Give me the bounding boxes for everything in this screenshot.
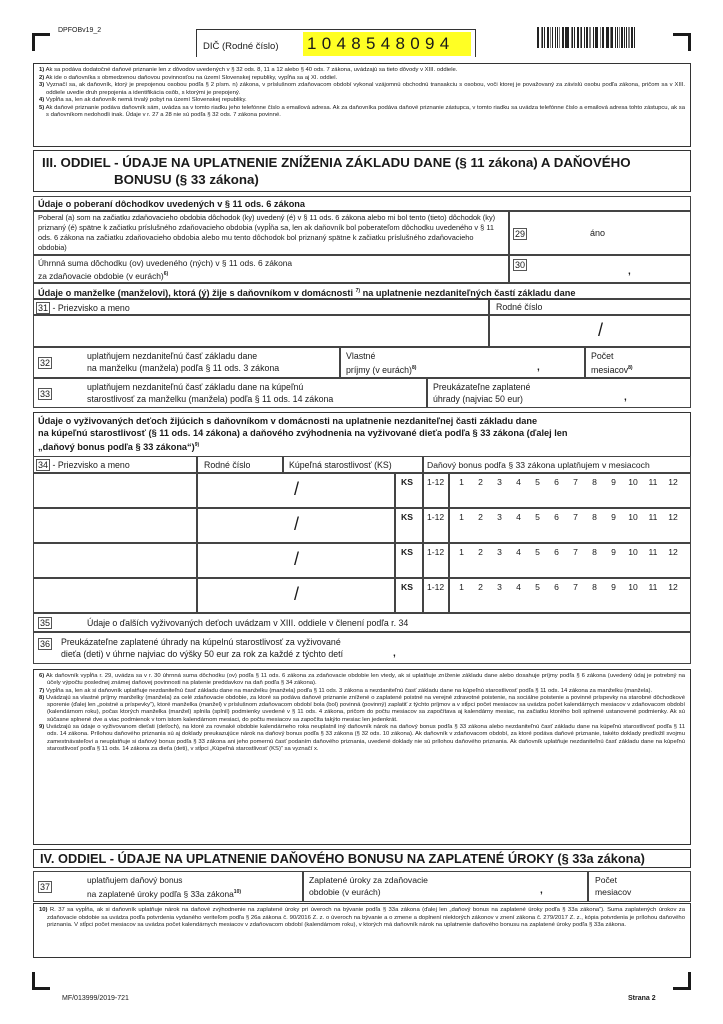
footnotes-middle <box>33 669 691 845</box>
row29-number: 29 <box>515 229 526 239</box>
footnotes-bottom <box>33 903 691 958</box>
barcode-bar <box>606 27 608 48</box>
barcode-bar <box>611 27 613 48</box>
month-checkbox[interactable]: 3 <box>497 582 502 592</box>
row32-income-label-2: príjmy (v eurách) <box>346 364 412 375</box>
month-checkbox[interactable]: 4 <box>516 582 521 592</box>
month-checkbox[interactable]: 5 <box>535 512 540 522</box>
child-ks-checkbox[interactable] <box>395 543 423 578</box>
row37-label-line1: uplatňujem daňový bonus <box>87 875 183 885</box>
ks-label: KS <box>401 582 413 592</box>
footnote <box>39 673 685 688</box>
month-checkbox[interactable]: 2 <box>478 547 483 557</box>
row32-number: 32 <box>40 358 51 368</box>
month-checkbox[interactable]: 1 <box>459 547 464 557</box>
row32-label-line1: uplatňujem nezdaniteľnú časť základu dane <box>87 351 258 361</box>
barcode-bar <box>615 27 616 48</box>
row33-label-line2: starostlivosť za manželku (manžela) podľa § 11 ods. 14 zákona <box>87 393 334 404</box>
month-checkbox[interactable]: 1 <box>459 512 464 522</box>
row35-text: Údaje o ďalších vyživovaných deťoch uvádzam v XIII. oddiele v členení podľa r. 34 <box>87 618 409 628</box>
dic-label: DIČ (Rodné číslo) <box>203 41 279 52</box>
footnote <box>39 75 685 83</box>
child-name-field[interactable] <box>33 473 197 508</box>
barcode-bar <box>547 27 549 48</box>
barcode-icon <box>537 27 637 48</box>
month-checkbox[interactable]: 11 <box>648 582 658 592</box>
month-checkbox[interactable]: 9 <box>611 582 616 592</box>
barcode-bar <box>617 27 618 48</box>
row33-paid-label-2: úhrady (najviac 50 eur) <box>433 393 523 404</box>
barcode-bar <box>621 27 623 48</box>
row32-months-field[interactable] <box>585 347 691 378</box>
month-checkbox[interactable]: 11 <box>648 547 658 557</box>
month-checkbox[interactable]: 3 <box>497 547 502 557</box>
footnote-number: 9) <box>39 724 45 731</box>
children-heading <box>38 415 688 453</box>
barcode-bar <box>628 27 630 48</box>
spouse-name-field[interactable] <box>33 315 489 347</box>
barcode-bar <box>600 27 601 48</box>
barcode-bar <box>584 27 585 48</box>
barcode-bar <box>589 27 591 48</box>
barcode-bar <box>544 27 545 48</box>
footnote-number: 2) <box>39 74 45 81</box>
month-checkbox[interactable]: 2 <box>478 512 483 522</box>
footnote-text: Ak sa podáva dodatočné daňové priznanie len z dôvodov uvedených v § 32 ods. 8, 11 a 12 alebo § 40 ods. 7 zákona, uvádzajú sa tieto dôvody v XIII. oddiele. <box>45 67 458 73</box>
row36-text-line1: Preukázateľne zaplatené úhrady na kúpelnú starostlivosť za vyživované <box>61 637 341 647</box>
month-checkbox[interactable]: 8 <box>592 582 597 592</box>
footnote-number: 4) <box>39 97 45 103</box>
row34-rc-header: Rodné číslo <box>197 456 283 473</box>
ks-label: KS <box>401 477 413 487</box>
barcode-bar <box>586 27 588 48</box>
spouse-rc-field[interactable] <box>489 315 691 347</box>
barcode-bar <box>619 27 620 48</box>
footnote-number: 5) <box>39 104 45 111</box>
row37-months-field[interactable] <box>588 871 691 902</box>
footnote <box>39 82 685 97</box>
all-months-label: 1-12 <box>427 547 445 557</box>
spouse-heading-footnote-ref: 7) <box>355 288 361 294</box>
form-id: MF/013999/2019-721 <box>62 995 129 1002</box>
child-rc-field[interactable] <box>197 543 395 578</box>
spouse-heading-text: Údaje o manželke (manželovi), ktorá (ý) žije s daňovníkom v domácnosti <box>38 288 354 299</box>
children-heading-line3: „daňový bonus podľa § 33 zákona“) <box>38 442 195 453</box>
row36[interactable] <box>33 632 691 664</box>
row34-ks-header: Kúpeľná starostlivosť (KS) <box>283 456 423 473</box>
footnote-number: 7) <box>39 687 45 694</box>
rc-separator: / <box>294 514 300 534</box>
month-checkbox[interactable]: 1 <box>459 477 464 487</box>
barcode-bar <box>557 27 558 48</box>
row35[interactable] <box>33 613 691 632</box>
barcode-bar <box>574 27 575 48</box>
page-number: Strana 2 <box>628 995 656 1002</box>
row30-label-line2: za zdaňovacie obdobie (v eurách) <box>38 270 164 281</box>
row29-field[interactable] <box>509 211 691 255</box>
row37-label[interactable] <box>33 871 303 902</box>
month-checkbox[interactable]: 10 <box>628 547 638 557</box>
dic-box <box>196 29 476 57</box>
spouse-heading-tail: na uplatnenie nezdaniteľných častí základu dane <box>362 288 576 299</box>
row29-value: áno <box>590 228 606 238</box>
month-checkbox[interactable]: 12 <box>668 582 678 592</box>
rc-separator: / <box>294 549 300 569</box>
row36-decimal-comma: , <box>393 648 396 659</box>
children-heading-line2: na kúpeľnú starostlivosť (§ 11 ods. 14 zákona) a daňového zvýhodnenia na vyživované dieťa podľa § 33 zákona (ďalej len <box>38 428 568 438</box>
children-heading-footnote-ref: 9) <box>194 442 200 448</box>
footnote-number: 6) <box>39 673 45 679</box>
barcode-bar <box>541 27 542 48</box>
child-rc-field[interactable] <box>197 508 395 543</box>
child-all-months-checkbox[interactable] <box>423 578 449 613</box>
form-code: DPFOBv19_2 <box>58 27 102 34</box>
barcode-bar <box>581 27 582 48</box>
all-months-label: 1-12 <box>427 477 445 487</box>
barcode-bar <box>571 27 572 48</box>
row34-number: 34 <box>38 460 49 470</box>
month-checkbox[interactable]: 12 <box>668 547 678 557</box>
footnote-number: 1) <box>39 67 45 73</box>
month-checkbox[interactable]: 9 <box>611 477 616 487</box>
month-checkbox[interactable]: 10 <box>628 582 638 592</box>
row32-label[interactable] <box>33 347 340 378</box>
month-checkbox[interactable]: 12 <box>668 477 678 487</box>
month-checkbox[interactable]: 7 <box>573 582 578 592</box>
month-checkbox[interactable]: 4 <box>516 512 521 522</box>
section-3-title-line1: III. ODDIEL - ÚDAJE NA UPLATNENIE ZNÍŽENIA ZÁKLADU DANE (§ 11 zákona) A DAŇOVÉHO <box>42 155 631 170</box>
child-months-row <box>449 508 691 543</box>
corner-mark-top-left <box>32 33 50 51</box>
barcode-bar <box>565 27 566 48</box>
row30-footnote-ref: 6) <box>163 271 169 277</box>
month-checkbox[interactable]: 11 <box>648 477 658 487</box>
barcode-bar <box>550 27 551 48</box>
month-checkbox[interactable]: 9 <box>611 547 616 557</box>
month-checkbox[interactable]: 7 <box>573 547 578 557</box>
row37-months-label-1: Počet <box>595 875 617 885</box>
child-ks-checkbox[interactable] <box>395 508 423 543</box>
child-all-months-checkbox[interactable] <box>423 543 449 578</box>
month-checkbox[interactable]: 10 <box>628 477 638 487</box>
month-checkbox[interactable]: 5 <box>535 477 540 487</box>
footnote-text: Ak ide o daňovníka s obmedzenou daňovou povinnosťou na území Slovenskej republiky, vypĺňa sa aj XI. oddiel. <box>45 74 338 81</box>
row36-text-line2: dieťa (deti) v úhrne najviac do výšky 50 eur za rok za každé z týchto detí <box>61 649 344 659</box>
footnote <box>39 97 685 105</box>
row30-field[interactable] <box>509 255 691 283</box>
row33-label[interactable] <box>33 378 427 408</box>
section-4-title: IV. ODDIEL - ÚDAJE NA UPLATNENIE DAŇOVÉHO BONUSU NA ZAPLATENÉ ÚROKY (§ 33a zákona) <box>33 849 691 868</box>
row34-name-label: - Priezvisko a meno <box>52 460 130 470</box>
pension-heading: Údaje o poberaní dôchodkov uvedených v § 11 ods. 6 zákona <box>33 196 691 211</box>
row34-bonus-header: Daňový bonus podľa § 33 zákona uplatňujem v mesiacoch <box>423 456 691 473</box>
month-checkbox[interactable]: 3 <box>497 477 502 487</box>
dic-value-field[interactable]: 1048548094 <box>303 32 471 56</box>
row37-months-label-2: mesiacov <box>595 886 632 897</box>
month-checkbox[interactable]: 8 <box>592 547 597 557</box>
row37-decimal-comma: , <box>540 885 543 896</box>
month-checkbox[interactable]: 8 <box>592 512 597 522</box>
barcode-bar <box>577 27 579 48</box>
row35-number: 35 <box>40 618 51 628</box>
barcode-bar <box>603 27 604 48</box>
barcode-bar <box>562 27 564 48</box>
month-checkbox[interactable]: 6 <box>554 547 559 557</box>
row32-months-label-1: Počet <box>591 351 614 361</box>
row30-decimal-comma: , <box>628 266 631 277</box>
barcode-bar <box>580 27 581 48</box>
month-checkbox[interactable]: 6 <box>554 477 559 487</box>
footnote-text: Uvádzajú sa údaje o vyživovanom dieťati (deťoch), na ktoré za rovnaké obdobie kalendárneho roka neuplatnil iný daňovník nárok na daňový bonus podľa § 33 zákona alebo nezdaniteľnú časť základu dane na kúpeľnú starostlivosť podľa § 11 ods. 14 zákona. Prílohou daňového priznania sú aj doklady preukazujúce nárok na daňový bonus podľa § 33 zákona (§ 32 ods. 10 zákona). Ak daňovník v zdaňovacom období, za ktoré podáva daňové priznanie, takéto doklady predložil svojmu zamestnávateľovi a neuplatňuje si daňový bonus podľa § 33 zákona ani jeho pomernú časť podaním daňového priznania, uvedené doklady nie sú prílohou daňového priznania. Ak daňovník uplatňuje nezdaniteľnú časť základu dane na kúpeľnú starostlivosť podľa § 11 ods. 14 zákona za dieťa (deti), v stĺpci „Kúpeľná starostlivosť (KS)“ sa vyznačí x. <box>46 724 686 752</box>
child-ks-checkbox[interactable] <box>395 473 423 508</box>
footnote-text: R. 37 sa vypĺňa, ak si daňovník uplatňuje nárok na daňové zvýhodnenie na zaplatené úroky pri úveroch na bývanie podľa § 33a zákona (ďalej len „daňový bonus na zaplatené úroky podľa § 33a zákona“). Suma zaplatených úrokov za zdaňovacie obdobie sa uvádza podľa potvrdenia vydaného veriteľom podľa § 26a zákona č. 90/2016 Z. z. o úveroch na bývanie a o zmene a doplnení niektorých zákonov v znení zákona č. 279/2017 Z. z., kópia potvrdenia je prílohou daňového priznania. V stĺpci počet mesiacov sa uvádza počet kalendárnych mesiacov v zdaňovacom období (kalendárnom roku), v ktorých má daňovník nárok na uplatnenie daňového bonusu na zaplatené úroky podľa § 33a zákona. <box>47 907 686 928</box>
month-checkbox[interactable]: 2 <box>478 582 483 592</box>
child-ks-checkbox[interactable] <box>395 578 423 613</box>
child-months-row <box>449 578 691 613</box>
month-checkbox[interactable]: 11 <box>648 512 658 522</box>
barcode-bar <box>631 27 633 48</box>
barcode-bar <box>572 27 573 48</box>
footnote-number: 3) <box>39 82 45 88</box>
barcode-bar <box>555 27 557 48</box>
row37-interest-label-2: obdobie (v eurách) <box>309 886 381 897</box>
footnote <box>39 907 685 930</box>
row33-decimal-comma: , <box>624 392 627 403</box>
month-checkbox[interactable]: 2 <box>478 477 483 487</box>
row32-income-footnote-ref: 8) <box>412 364 417 371</box>
row31-name-label: - Priezvisko a meno <box>52 303 130 313</box>
barcode-bar <box>610 27 611 48</box>
row34-name-header <box>33 456 197 473</box>
row32-months-footnote-ref: 8) <box>628 364 633 371</box>
footnote-text: Vypĺňa sa, len ak si daňovník uplatňuje nezdaniteľnú časť základu dane na manželku (manžela) podľa § 11 ods. 3 zákona a nezdaniteľnú časť základu dane na kúpeľnú starostlivosť podľa § 11 ods. 14 zákona za manželku (manžela). <box>45 687 653 694</box>
ks-label: KS <box>401 547 413 557</box>
footnote-text: Ak daňové priznanie podáva daňovník sám, uvádza sa v tomto riadku jeho telefónne číslo a emailová adresa. Ak za daňovníka podáva daňové priznanie zástupca, v tomto riadku sa uvádza telefónne číslo a emailová adresa tohto zástupcu, ak sa s daňovníkom nedohodli inak. Údaje v r. 27 a 28 nie sú podľa § 32 ods. 7 zákona povinné. <box>45 104 685 118</box>
row30-label-line1: Úhrnná suma dôchodku (ov) uvedeného (ných) v § 11 ods. 6 zákona <box>38 258 293 268</box>
month-checkbox[interactable]: 4 <box>516 477 521 487</box>
barcode-bar <box>595 27 596 48</box>
rc-separator: / <box>598 320 604 340</box>
barcode-bar <box>634 27 635 48</box>
barcode-bar <box>593 27 594 48</box>
month-checkbox[interactable]: 6 <box>554 512 559 522</box>
barcode-bar <box>624 27 625 48</box>
row31-number: 31 <box>38 303 49 313</box>
footnote <box>39 105 685 120</box>
rc-separator: / <box>294 584 300 604</box>
row32-income-label-1: Vlastné <box>346 351 376 361</box>
footnote-text: Vypĺňa sa, len ak daňovník nemá trvalý pobyt na území Slovenskej republiky. <box>45 97 247 103</box>
section-3-title-line2: BONUSU (§ 33 zákona) <box>114 172 259 187</box>
child-rc-field[interactable] <box>197 578 395 613</box>
barcode-bar <box>559 27 560 48</box>
month-checkbox[interactable]: 3 <box>497 512 502 522</box>
row33-label-line1: uplatňujem nezdaniteľnú časť základu dane na kúpeľnú <box>87 382 304 392</box>
rc-separator: / <box>294 479 300 499</box>
month-checkbox[interactable]: 1 <box>459 582 464 592</box>
row32-label-line2: na manželku (manžela) podľa § 11 ods. 3 zákona <box>87 362 280 373</box>
corner-mark-top-right <box>673 33 691 51</box>
row37-label-line2: na zaplatené úroky podľa § 33a zákona <box>87 888 234 899</box>
month-checkbox[interactable]: 9 <box>611 512 616 522</box>
barcode-bar <box>626 27 627 48</box>
spouse-heading <box>33 283 691 299</box>
month-checkbox[interactable]: 12 <box>668 512 678 522</box>
row37-footnote-ref: 10) <box>233 888 242 895</box>
month-checkbox[interactable]: 4 <box>516 547 521 557</box>
barcode-bar <box>552 27 553 48</box>
child-name-field[interactable] <box>33 578 197 613</box>
child-months-row <box>449 543 691 578</box>
section-3-title <box>33 150 691 192</box>
ks-label: KS <box>401 512 413 522</box>
month-checkbox[interactable]: 6 <box>554 582 559 592</box>
footnotes-top <box>33 63 691 147</box>
child-name-field[interactable] <box>33 508 197 543</box>
month-checkbox[interactable]: 5 <box>535 547 540 557</box>
barcode-bar <box>542 27 543 48</box>
footnote <box>39 67 685 75</box>
corner-mark-bottom-left <box>32 972 50 990</box>
children-heading-line1: Údaje o vyživovaných deťoch žijúcich s daňovníkom v domácnosti na uplatnenie nezdaniteľnej časti základu dane <box>38 416 538 426</box>
footnote-text: Uvádzajú sa vlastné príjmy manželky (manžela) za celé zdaňovacie obdobie, za ktoré sa podáva daňové priznanie znížené o zaplatené poistné na verejné zdravotné poistenie, na sociálne poistenie a povinné príspevky na starobné dôchodkové sporenie (ďalej len „poistné a príspevky“), ktoré manželka (manžel) v príslušnom zdaňovacom období bola (bol) povinná (povinný) zaplatiť z týchto príjmov a v stĺpci počet mesiacov sa uvádza počet kalendárnych mesiacov v zdaňovacom období (kalendárnom roku), počas ktorých manželka (manžel) splnila (splnil) podmienky uvedené v § 11 ods. 4 zákona, pričom do počtu mesiacov sa započítava aj kalendárny mesiac, na začiatku ktorého boli splnené ustanovené podmienky. Ak sú súčasne splnené dve a viac podmienok v tom istom kalendárnom mesiaci, do počtu mesiacov sa započíta takýto mesiac len jedenkrát. <box>46 694 685 723</box>
barcode-bar <box>566 27 568 48</box>
month-checkbox[interactable]: 5 <box>535 582 540 592</box>
row32-income-field[interactable] <box>340 347 585 378</box>
row30-number: 30 <box>515 260 526 270</box>
row32-decimal-comma: , <box>537 362 540 373</box>
row32-months-label-2: mesiacov <box>591 364 629 375</box>
footnote-text: Ak daňovník vypĺňa r. 29, uvádza sa v r. 30 úhrnná suma dôchodku (ov) podľa § 11 ods. 6 zákona za zdaňovacie obdobie len vtedy, ak si uplatňuje zníženie základu dane alebo dosahuje príjmy podľa § 6 zákona (uvedený údaj je potrebný na účely výpočtu poslednej známej daňovej povinnosti na platenie preddavkov na daň podľa § 34 zákona). <box>45 673 685 687</box>
child-all-months-checkbox[interactable] <box>423 473 449 508</box>
all-months-label: 1-12 <box>427 512 445 522</box>
footnote-number: 8) <box>39 694 45 701</box>
child-name-field[interactable] <box>33 543 197 578</box>
row29-text: Poberal (a) som na začiatku zdaňovacieho obdobia dôchodok (ky) uvedený (é) v § 11 ods. 6 zákona alebo mi bol tento (tieto) dôchodok (ky) priznaný (é) spätne k začiatku príslušného zdaňovacieho obdobia (vypĺňa sa, len ak daňovník bol poberateľom dôchodku uvedeného v § 11 ods. 6 zákona na začiatku zdaňovacieho obdobia alebo mu tento dôchodok bol priznaný spätne k začiatku príslušného zdaňovacieho obdobia) <box>33 211 509 255</box>
month-checkbox[interactable]: 7 <box>573 512 578 522</box>
child-months-row <box>449 473 691 508</box>
barcode-bar <box>602 27 603 48</box>
footnote-text: Vyznačí sa, ak daňovník, ktorý je prepojenou osobou podľa § 2 písm. n) zákona, v príslušnom zdaňovacom období vykonal vzájomnú obchodnú transakciu s osobou, voči ktorej je považovaný za závislú osobu podľa zákona, pričom sa v XIII. oddiele uvedie druh prepojenia a identifikácia osôb, s ktorými je prepojený. <box>46 82 686 96</box>
month-checkbox[interactable]: 7 <box>573 477 578 487</box>
row37-interest-label-1: Zaplatené úroky za zdaňovacie <box>309 875 428 885</box>
barcode-bar <box>596 27 598 48</box>
month-checkbox[interactable]: 10 <box>628 512 638 522</box>
month-checkbox[interactable]: 8 <box>592 477 597 487</box>
row30-label <box>33 255 509 283</box>
child-all-months-checkbox[interactable] <box>423 508 449 543</box>
child-rc-field[interactable] <box>197 473 395 508</box>
corner-mark-bottom-right <box>673 972 691 990</box>
row33-paid-label-1: Preukázateľne zaplatené <box>433 382 531 392</box>
row37-interest-field[interactable] <box>303 871 588 902</box>
row37-number: 37 <box>40 882 51 892</box>
footnote <box>39 695 685 724</box>
row31-rc-header: Rodné číslo <box>489 299 691 315</box>
row33-paid-field[interactable] <box>427 378 691 408</box>
all-months-label: 1-12 <box>427 582 445 592</box>
footnote <box>39 688 685 695</box>
row33-number: 33 <box>40 389 51 399</box>
row36-number: 36 <box>40 639 51 649</box>
row31-name-header <box>33 299 489 315</box>
footnote-number: 10) <box>39 907 48 913</box>
barcode-bar <box>537 27 539 48</box>
footnote <box>39 724 685 753</box>
